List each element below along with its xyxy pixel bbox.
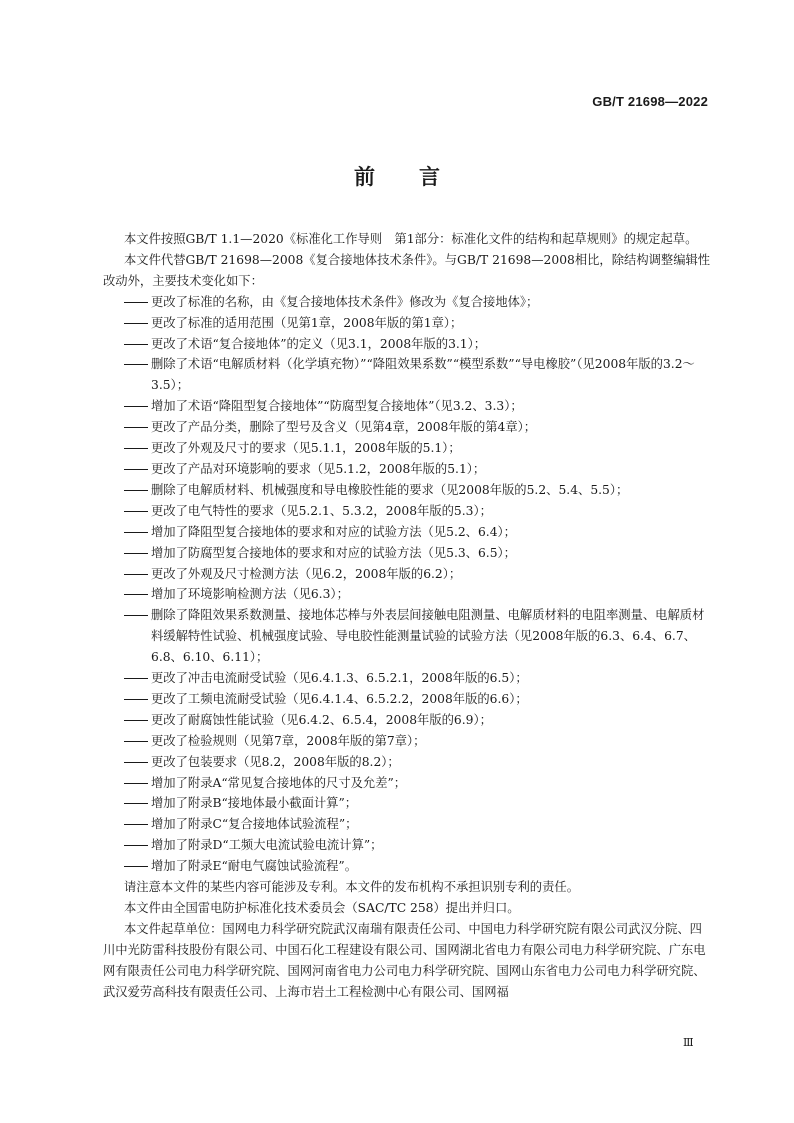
list-item-text: 增加了术语“降阻型复合接地体”“防腐型复合接地体”（见3.2、3.3）； (151, 399, 523, 414)
list-item-text: 增加了附录A“常见复合接地体的尺寸及允差”； (151, 775, 407, 790)
list-item (103, 354, 713, 396)
standard-code: GB/T 21698—2022 (592, 94, 708, 109)
list-item (103, 814, 713, 835)
paragraph: 本文件起草单位：国网电力科学研究院武汉南瑞有限责任公司、中国电力科学研究院有限公司武汉分院、四川中光防雷科技股份有限公司、中国石化工程建设有限公司、国网湖北省电力有限公司电力科学研究院、广东电网有限责任公司电力科学研究院、国网河南省电力公司电力科学研究院、国网山东省电力公司电力科学研究院、武汉爱劳高科技有限责任公司、上海市岩土工程检测中心有限公司、国网福 (103, 921, 706, 999)
list-item-text: 删除了术语“电解质材料（化学填充物）”“降阻效果系数”“模型系数”“导电橡胶”（见2008年版的3.2～3.5）； (151, 357, 695, 393)
list-item-text: 删除了降阻效果系数测量、接地体芯棒与外表层间接触电阻测量、电解质材料的电阻率测量、电解质材料缓解特性试验、机械强度试验、导电胶性能测量试验的试验方法（见2008年版的6.3、6.4、6.7、6.8、6.10、6.11）； (151, 608, 705, 665)
list-item (103, 313, 713, 334)
list-item (103, 752, 713, 773)
list-item (103, 417, 713, 438)
list-item-text: 增加了附录C“复合接地体试验流程”； (151, 817, 358, 832)
list-item (103, 459, 713, 480)
list-item (103, 773, 713, 794)
list-item-text: 更改了工频电流耐受试验（见6.4.1.4、6.5.2.2，2008年版的6.6）； (151, 691, 528, 706)
list-item (103, 543, 713, 564)
paragraph: 本文件代替GB/T 21698—2008《复合接地体技术条件》。与GB/T 21698—2008相比，除结构调整编辑性改动外，主要技术变化如下： (103, 252, 711, 288)
list-item (103, 731, 713, 752)
list-item-text: 增加了环境影响检测方法（见6.3）； (151, 587, 349, 602)
page-number: Ⅲ (683, 1036, 694, 1049)
list-item-text: 更改了产品分类，删除了型号及含义（见第4章，2008年版的第4章）； (151, 420, 537, 435)
list-item (103, 856, 713, 877)
list-item (103, 396, 713, 417)
list-item-text: 增加了附录E“耐电气腐蚀试验流程”。 (151, 859, 358, 874)
list-item (103, 605, 713, 668)
list-item-text: 更改了外观及尺寸检测方法（见6.2，2008年版的6.2）； (151, 566, 462, 581)
list-item-text: 更改了耐腐蚀性能试验（见6.4.2、6.5.4，2008年版的6.9）； (151, 712, 492, 727)
title-char-1: 前 (354, 165, 375, 189)
list-item-text: 增加了附录D“工频大电流试验电流计算”； (151, 838, 383, 853)
list-item (103, 292, 713, 313)
list-item-text: 更改了标准的适用范围（见第1章，2008年版的第1章）； (151, 315, 463, 330)
list-item-text: 增加了防腐型复合接地体的要求和对应的试验方法（见5.3、6.5）； (151, 545, 516, 560)
list-item (103, 438, 713, 459)
paragraph: 本文件按照GB/T 1.1—2020《标准化工作导则 第1部分：标准化文件的结构和起草规则》的规定起草。 (124, 232, 698, 246)
list-item-text: 更改了电气特性的要求（见5.2.1、5.3.2，2008年版的5.3）； (151, 503, 492, 518)
list-item (103, 480, 713, 501)
list-item-text: 更改了检验规则（见第7章，2008年版的第7章）； (151, 733, 426, 748)
list-item-text: 更改了外观及尺寸的要求（见5.1.1，2008年版的5.1）； (151, 441, 461, 456)
list-item (103, 689, 713, 710)
list-item (103, 564, 713, 585)
list-item (103, 501, 713, 522)
paragraph: 本文件由全国雷电防护标准化技术委员会（SAC/TC 258）提出并归口。 (124, 901, 520, 915)
list-item-text: 增加了附录B“接地体最小截面计算”； (151, 796, 358, 811)
list-item-text: 更改了产品对环境影响的要求（见5.1.2，2008年版的5.1）； (151, 461, 486, 476)
list-item-text: 增加了降阻型复合接地体的要求和对应的试验方法（见5.2、6.4）； (151, 524, 516, 539)
list-item (103, 668, 713, 689)
title-char-2: 言 (419, 165, 440, 189)
list-item-text: 更改了包装要求（见8.2，2008年版的8.2）； (151, 754, 400, 769)
list-item (103, 793, 713, 814)
list-item-text: 删除了电解质材料、机械强度和导电橡胶性能的要求（见2008年版的5.2、5.4、5.5）； (151, 482, 629, 497)
list-item-text: 更改了术语“复合接地体”的定义（见3.1，2008年版的3.1）； (151, 336, 487, 351)
list-item (103, 710, 713, 731)
changes-list (103, 292, 713, 877)
list-item (103, 334, 713, 355)
document-body (103, 229, 713, 1003)
list-item (103, 584, 713, 605)
paragraph: 请注意本文件的某些内容可能涉及专利。本文件的发布机构不承担识别专利的责任。 (124, 880, 579, 895)
page-title (0, 161, 794, 191)
list-item (103, 522, 713, 543)
list-item-text: 更改了冲击电流耐受试验（见6.4.1.3、6.5.2.1，2008年版的6.5）； (151, 671, 528, 686)
list-item (103, 835, 713, 856)
list-item-text: 更改了标准的名称，由《复合接地体技术条件》修改为《复合接地体》； (151, 294, 539, 309)
